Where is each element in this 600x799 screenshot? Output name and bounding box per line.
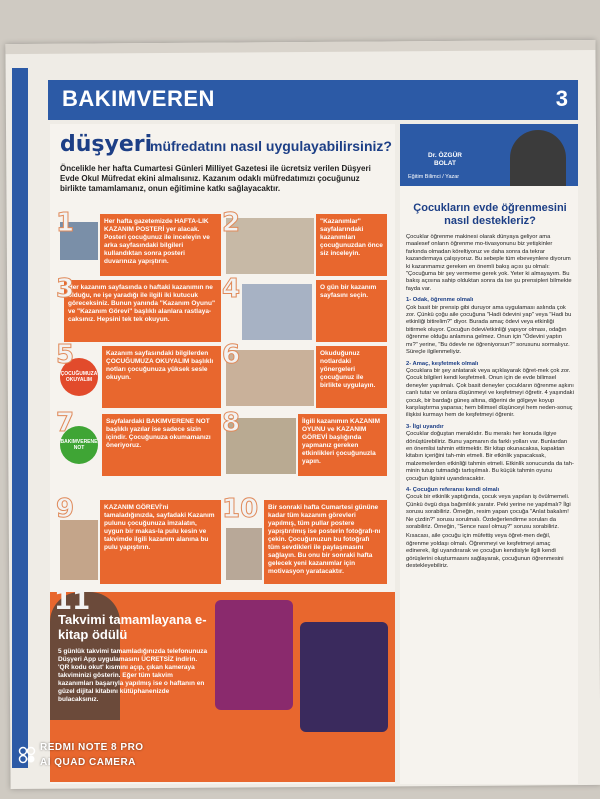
step-10	[222, 494, 387, 584]
dusyeri-logo: düşyeri	[60, 132, 153, 157]
step-8	[222, 408, 387, 476]
guide-intro: Öncelikle her hafta Cumartesi Günleri Milliyet Gazetesi ile ücretsiz verilen Düşyeri Evde Okul Müfredat ekini almalısınız. Kazanım odaklı müfredatımızı çocuğunuz birlikte tamamlamanız, onun eğitimine katkı sağlayacaktır.	[60, 164, 371, 193]
page-number: 3	[555, 86, 568, 111]
section-3-heading: 3- İlgi uyandır	[406, 423, 444, 430]
conclusion-text: Kısacası, aile çocuğu için müfettiş veya öğret-men değil, öğrenme yoldaşı olmalı. Öğrenmeyi ve keşfetmeyi amaç edinerek, ilgi uyandırarak ve çocuğun kendisiyle ilgili kendi görüşlerini oluşturmasını sağlayarak, çocuğunun öğrenmesini destekleyebiliriz.	[406, 533, 564, 570]
step-1-text: Her hafta gazetemizde HAFTA-LIK KAZANIM POSTERİ yer alacak. Posteri çocuğunuz ile inceleyin ve arka sayfasındaki bilgileri kullandıktan sonra posteri duvarınıza yapıştırın.	[100, 214, 221, 276]
step-6	[222, 340, 387, 408]
child-photo	[60, 520, 98, 580]
step-4-number: 4	[222, 274, 241, 304]
step-8-text: İlgili kazanımın KAZANIM OYUNU ve KAZANIM GÖREVİ başlığında yapmanız gereken etkinlikleri çocuğunuzla yapın.	[298, 414, 387, 476]
article-title: Çocukların evde öğrenmesini nasıl destekleriz?	[413, 202, 567, 227]
section-3-text: Çocuklar doğuştan meraklıdır. Bu merakı her konuda ilgiye dönüştürebiliriz. Bunu yapmanın da farklı yolları var. Bunlardan en önemlisi tahmin ettirmektir. Bir kitap okunacaksa, kapaktan kitabın içeriğini tah-min etmeli. Bir etkinlik yapacaksak, malzemelerden etkinliği tahmin etmeli. Etkinlik sonucunda da tah-minin tutup tutmadığı tartışılmalı. Bu küçük tahmin oyunu çocuğun ilgisini uyandıracaktır.	[406, 431, 574, 482]
step-5	[56, 340, 221, 408]
section-header	[48, 80, 578, 120]
step-2-text: "Kazanımlar" sayfalarındaki kazanımları çocuğunuzdan önce siz inceleyin.	[316, 214, 387, 276]
watermark-line-1: REDMI NOTE 8 PRO	[40, 742, 144, 753]
step-6-text: Okuduğunuz notlardaki yönergeleri çocuğunuz ile birlikte uygulayın.	[316, 346, 387, 408]
step-11-number: 11	[54, 586, 91, 616]
camera-watermark	[40, 742, 144, 768]
section-4-heading: 4- Çocuğun referansı kendi olmalı	[406, 487, 500, 493]
step-8-number: 8	[222, 408, 241, 438]
left-blue-bar	[12, 68, 28, 768]
step-2-number: 2	[222, 208, 241, 238]
read-to-child-badge: ÇOCUĞUMUZA OKUYALIM	[60, 358, 98, 396]
ebook-tablet-image	[300, 622, 388, 732]
guide-headline: müfredatını nasıl uygulayabilirsiniz?	[150, 138, 392, 154]
camera-watermark-icon	[18, 746, 36, 764]
step-6-number: 6	[222, 340, 241, 370]
section-4-text: Çocuk bir etkinlik yaptığında, çocuk veya yapılan iş övülmemeli. Çünkü övgü dışa bağımlılık yaratır. Peki yerine ne yapılmalı? İlgi sorusu sorabiliriz. Örneğin, resim yapan çocuğa "Anlat bakalım! Ne çizdin?" sorusu sorulmalı. Özdeğerlendirme soruları da sorabiliriz. Örneğin, "Sence nasıl olmuş?" sorusu sorabiliriz.	[406, 494, 571, 531]
caregiver-note-badge: BAKIMVERENE NOT	[60, 426, 98, 464]
step-5-number: 5	[56, 340, 75, 370]
step-7-number: 7	[56, 408, 75, 438]
author-avatar	[510, 130, 566, 186]
section-title: BAKIMVEREN	[62, 86, 215, 111]
author-role: Eğitim Bilimci / Yazar	[408, 174, 460, 180]
step-4	[222, 274, 387, 342]
step-7-text: Sayfalardaki BAKIMVERENE NOT başlıklı yazılar ise sadece sizin içindir. Çocuğunuza okumamanızı öneriyoruz.	[102, 414, 221, 476]
expert-article	[400, 124, 578, 784]
step-3	[56, 274, 221, 342]
curriculum-guide	[50, 124, 395, 784]
watermark-line-2: AI QUAD CAMERA	[40, 757, 136, 768]
author-name: Dr. ÖZGÜR BOLAT	[428, 152, 462, 167]
step-5-text: Kazanım sayfasındaki bilgilerden ÇOCUĞUMUZA OKUYALIM başlıklı notları çocuğunuza yüksek sesle okuyun.	[102, 346, 221, 408]
step-10-number: 10	[222, 494, 259, 524]
section-1-heading: 1- Odak, öğrenme olmalı	[406, 297, 474, 304]
step-3-text: Her kazanım sayfasında o haftaki kazanımın ne olduğu, ne işe yaradığı ile ilgili iki kutucuk göreceksiniz. Bunun yanında "Kazanım Oyunu" ve "Kazanım Görevi" başlıklı alanlara rastlaya-caksınız. Hepsini tek tek okuyun.	[64, 280, 221, 342]
article-body	[406, 234, 574, 572]
calendar-reward-text: 5 günlük takvimi tamamladığınızda telefonunuza Düşyeri App uygulamasını ÜCRETSİZ indirin. 'QR kodu okut' kısmını açıp, çıkan kameraya takviminizi gösterin. Eğer tüm takvim kazanımları başarıyla yapılmış ise o haftanın en güzel dijital kitabını kütüphanenizde bulacaksınız.	[58, 648, 208, 703]
step-1	[56, 208, 221, 276]
page-top-edge	[5, 40, 595, 54]
step-9	[56, 494, 221, 584]
step-2	[222, 208, 387, 276]
mother-child-photo	[226, 528, 262, 580]
step-4-text: O gün bir kazanım sayfasını seçin.	[316, 280, 387, 342]
step-1-number: 1	[56, 208, 75, 238]
section-1-text: Çok basit bir prensip gibi duruyor ama uygulaması aslında çok zor. Çünkü çoğu aile çocuğuna "Hadi ödevini yap" veya "Hadi bu etkinliği bitirelim?" diyor. Burada amaç ödevi veya etkinliği bitirmek oluyor. Çocuğun ödevi/etkinliği yapıyor olması, odağın öğrenme olduğu anlamına gelmez. Onun için "Ödevini yaptın mı?" yerine, "Bu ödevle ne öğreniyorsun?" sorusunu sormalıyız. Süreçle ilgilenmeliyiz.	[406, 304, 572, 356]
section-2-text: Çocuklara bir şey anlatarak veya açıklayarak öğret-mek çok zor. Çocuk bilgileri kendi keşfetmeli. Onun için de evde bilimsel deneyler yapılmalı. Çok basit deneyler çocukların öğrenme aşkını canlı tutar ve onlara düşünmeyi ve keşfetmeyi öğretir. 4 yaşındaki çocuk, bir bardağı güneş altına, diğerini de gölgeye koyup karşılaştırma yaparsa; hem bilimsel düşünceyi hem neden-sonuç ilişkisi kurmayı hem de keşfetmeyi öğrenir.	[406, 367, 574, 419]
step-7	[56, 408, 221, 476]
step-3-number: 3	[56, 274, 75, 304]
article-intro: Çocuklar öğrenme makinesi olarak dünyaya geliyor ama maalesef onların öğrenme mo-tivasyonunu biz yetişkinler farkında olmadan köreltiyoruz ve daha sonra da tekrar kazandırmaya çalışıyoruz. Bu sebeple tüm ebeveynlere diyorum ki kazanmamız gereken en önemli bakış açısı şu olmalı: "Çocuğuma bir şey vermeme gerek yok. Yeter ki almayayım. Bu bakış açısına sahip olduktan sonra da ise şu prensipleri bilmekte fayda var.	[406, 234, 572, 292]
step-10-text: Bir sonraki hafta Cumartesi gününe kadar tüm kazanım görevleri yapılmış, tüm pullar postere yapıştırılmış ise posterin fotoğrafı-nı çekin. Çocuğunuzun bu fotoğrafı tüm sevdikleri ile paylaşmasını sağlayın. Bu onu bir sonraki hafta gelecek yeni kazanımlar için motivasyon yaratacaktır.	[264, 500, 387, 584]
step-9-text: KAZANIM GÖREVİ'ni tamaladığınızda, sayfadaki Kazanım pulunu çocuğunuza imzalatın, uygun bir makas-la pulu kesin ve takvimde ilgili kazanım alanına bu pulu yapıştırın.	[100, 500, 221, 584]
author-box	[400, 124, 578, 186]
newspaper-photo	[242, 284, 312, 340]
app-tablet-image	[215, 600, 293, 710]
step-9-number: 9	[56, 494, 75, 524]
section-2-heading: 2- Amaç, keşfetmek olmalı	[406, 360, 479, 367]
calendar-reward-title: Takvimi tamamlayana e-kitap ödülü	[58, 612, 207, 642]
